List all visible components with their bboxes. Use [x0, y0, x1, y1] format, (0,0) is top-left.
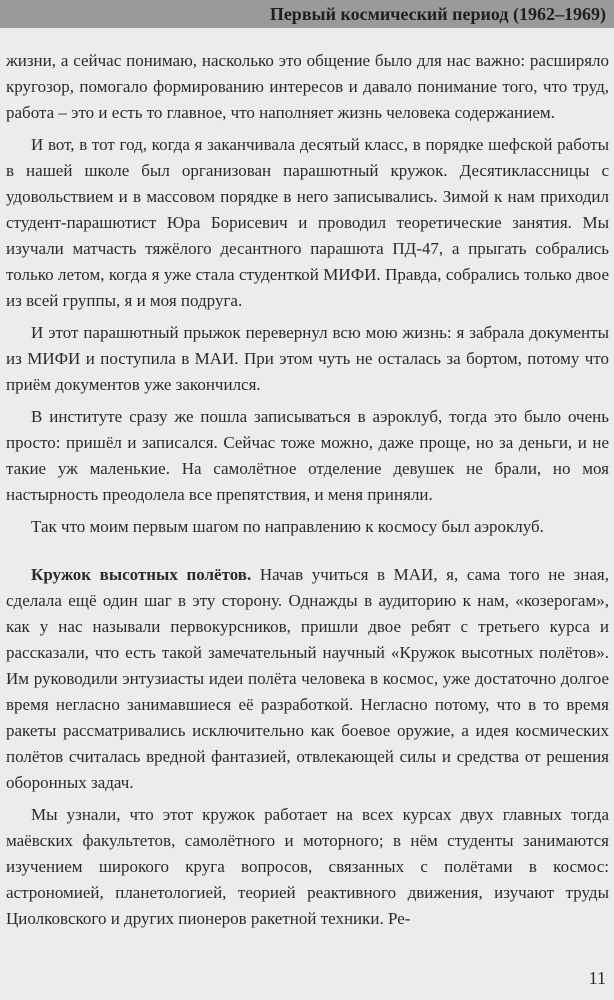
paragraph: И этот парашютный прыжок перевернул всю мою жизнь: я забрала документы из МИФИ и поступила в МАИ. При этом чуть не осталась за бортом, потому что приём документов уже закончился. [6, 323, 609, 394]
running-title: Первый космический период (1962–1969) [269, 4, 606, 24]
page-number: 11 [588, 968, 606, 988]
paragraph: Так что моим первым шагом по направлению к космосу был аэроклуб. [31, 517, 544, 536]
paragraph: И вот, в тот год, когда я заканчивала десятый класс, в порядке шефской работы в нашей школе был организован парашютный кружок. Десятиклассницы с удовольствием и в массовом порядке в него записывались. Зимой к нам приходил студент-парашютист Юра Борисевич и проводил теоретические занятия. Мы изучали матчасть тяжёлого десантного парашюта ПД-47, а прыгать собрались только летом, когда я уже стала студенткой МИФИ. Правда, собрались только двое из всей группы, я и моя подруга. [6, 135, 609, 310]
page-body [6, 48, 609, 938]
paragraph: Мы узнали, что этот кружок работает на всех курсах двух главных тогда маёвских факультетов, самолётного и моторного; в нём студенты занимаются изучением широкого круга вопросов, связанных с полётами в космос: астрономией, планетологией, теорией реактивного движения, изучают труды Циолковского и других пионеров ракетной техники. Ре- [6, 805, 609, 928]
paragraph: В институте сразу же пошла записываться в аэроклуб, тогда это было очень просто: пришёл и записался. Сейчас тоже можно, даже проще, но за деньги, и не такие уж маленькие. На самолётное отделение девушек не брали, но моя настырность преодолела все препятствия, и меня приняли. [6, 407, 609, 504]
section-first-paragraph [6, 562, 609, 796]
section-text: Начав учиться в МАИ, я, сама того не зная, сделала ещё один шаг в эту сторону. Однажды в аудиторию к нам, «козерогам», как у нас называли первокурсников, пришли двое ребят с третьего курса и рассказали, что есть такой замечательный научный «Кружок высотных полётов». Им руководили энтузиасты идеи полёта человека в космос, уже достаточно долгое время негласно занимавшиеся её разработкой. Негласно потому, что в то время ракеты рассматривались исключительно как боевое оружие, а идея космических полётов считалась вредной фантазией, отвлекающей силы и средства от решения оборонных задач. [6, 565, 609, 792]
section-title: Кружок высотных полётов. [31, 565, 252, 584]
paragraph: жизни, а сейчас понимаю, насколько это общение было для нас важно: расширяло кругозор, помогало формированию интересов и давало понимание того, что труд, работа – это и есть то главное, что наполняет жизнь человека содержанием. [6, 51, 609, 122]
